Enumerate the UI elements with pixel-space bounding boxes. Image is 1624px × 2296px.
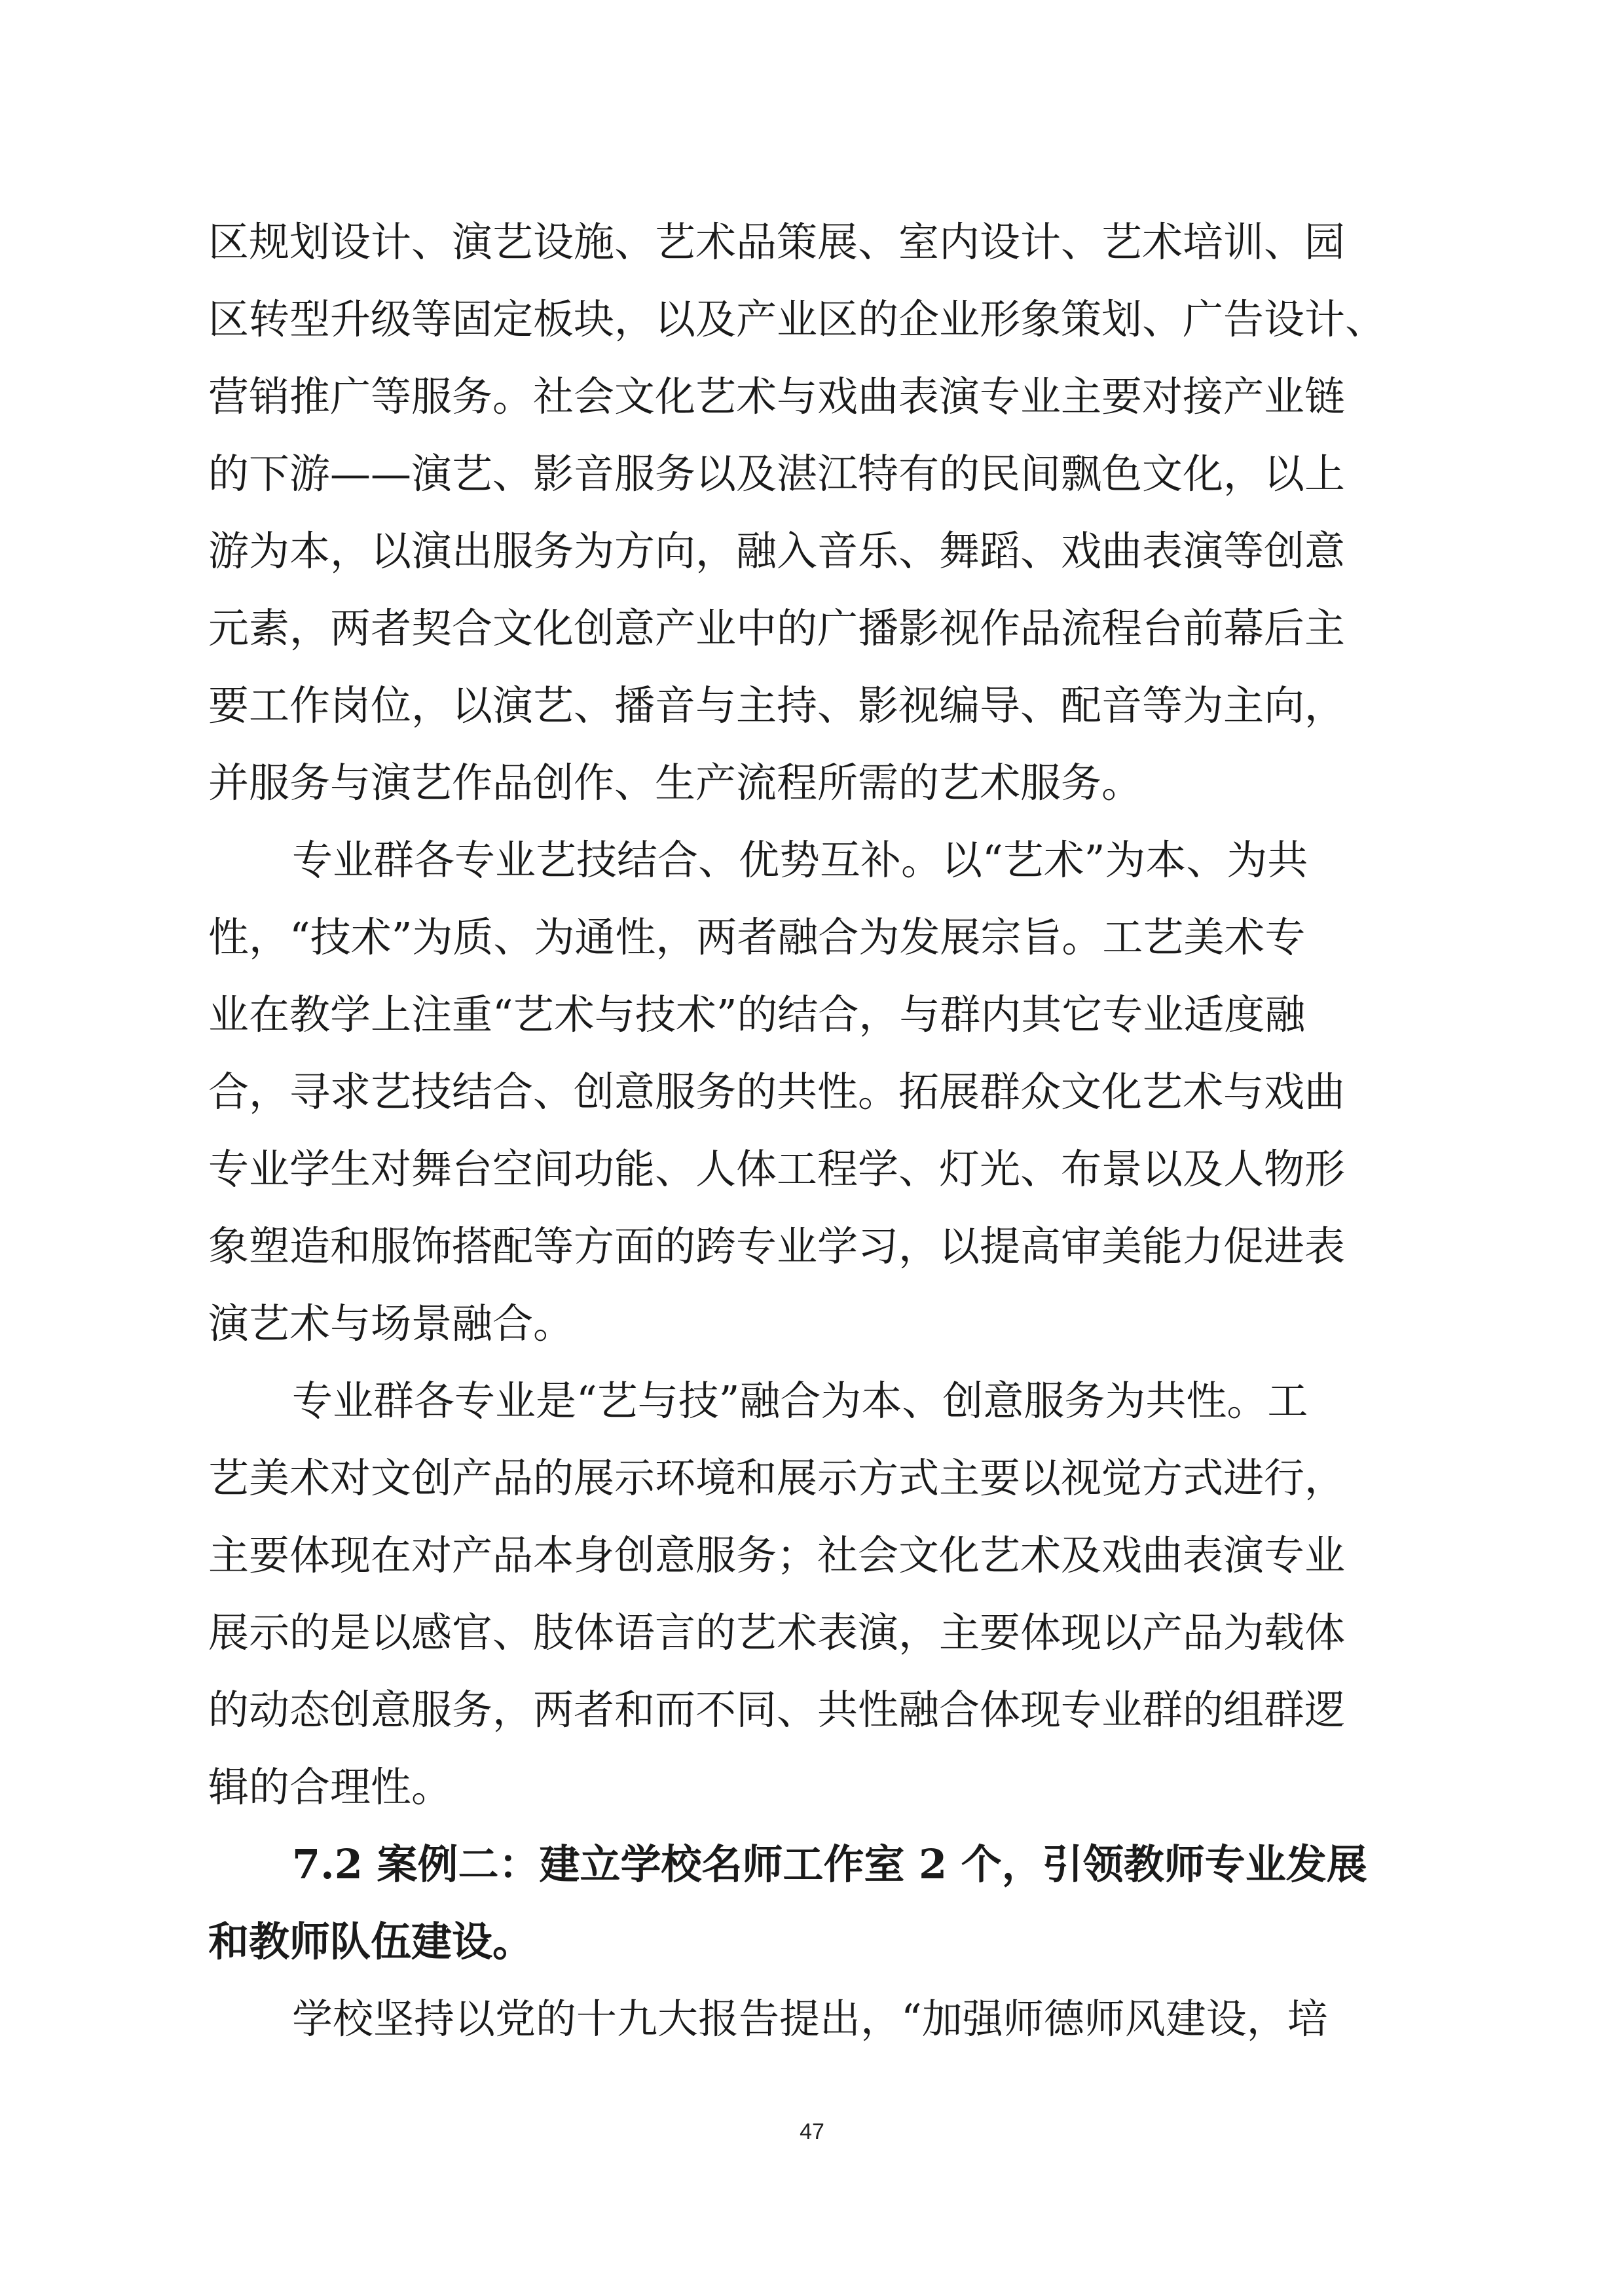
text-line: 主要体现在对产品本身创意服务；社会文化艺术及戏曲表演专业 (208, 1531, 1346, 1579)
text-line: 元素，两者契合文化创意产业中的广播影视作品流程台前幕后主 (208, 604, 1346, 652)
section-heading-continued: 和教师队伍建设。 (208, 1918, 534, 1965)
text-line: 的动态创意服务，两者和而不同、共性融合体现专业群的组群逻 (208, 1686, 1346, 1734)
text-line: 区规划设计、演艺设施、艺术品策展、室内设计、艺术培训、园 (208, 218, 1346, 266)
text-line: 艺美术对文创产品的展示环境和展示方式主要以视觉方式进行， (208, 1454, 1346, 1502)
text-line: 业在教学上注重“艺术与技术”的结合，与群内其它专业适度融 (208, 991, 1306, 1038)
text-line: 并服务与演艺作品创作、生产流程所需的艺术服务。 (208, 759, 1143, 807)
paragraph-first-line: 学校坚持以党的十九大报告提出，“加强师德师风建设，培 (292, 1995, 1328, 2043)
paragraph-first-line: 专业群各专业是“艺与技”融合为本、创意服务为共性。工 (292, 1377, 1308, 1425)
section-heading: 7.2 案例二：建立学校名师工作室 2 个，引领教师专业发展 (292, 1840, 1367, 1888)
text-line: 的下游——演艺、影音服务以及湛江特有的民间飘色文化，以上 (208, 450, 1346, 498)
text-line: 营销推广等服务。社会文化艺术与戏曲表演专业主要对接产业链 (208, 373, 1346, 420)
text-line: 演艺术与场景融合。 (208, 1300, 574, 1347)
page-number: 47 (800, 2119, 824, 2144)
text-line: 专业学生对舞台空间功能、人体工程学、灯光、布景以及人物形 (208, 1145, 1346, 1193)
text-line: 要工作岗位，以演艺、播音与主持、影视编导、配音等为主向， (208, 682, 1346, 729)
text-line: 合，寻求艺技结合、创意服务的共性。拓展群众文化艺术与戏曲 (208, 1068, 1346, 1116)
text-line: 展示的是以感官、肢体语言的艺术表演，主要体现以产品为载体 (208, 1609, 1346, 1656)
paragraph-first-line: 专业群各专业艺技结合、优势互补。以“艺术”为本、为共 (292, 836, 1308, 884)
text-line: 游为本，以演出服务为方向，融入音乐、舞蹈、戏曲表演等创意 (208, 527, 1346, 575)
text-line: 区转型升级等固定板块，以及产业区的企业形象策划、广告设计、 (208, 295, 1386, 343)
text-line: 辑的合理性。 (208, 1763, 452, 1811)
text-line: 性，“技术”为质、为通性，两者融合为发展宗旨。工艺美术专 (208, 913, 1306, 961)
text-line: 象塑造和服饰搭配等方面的跨专业学习，以提高审美能力促进表 (208, 1222, 1346, 1270)
